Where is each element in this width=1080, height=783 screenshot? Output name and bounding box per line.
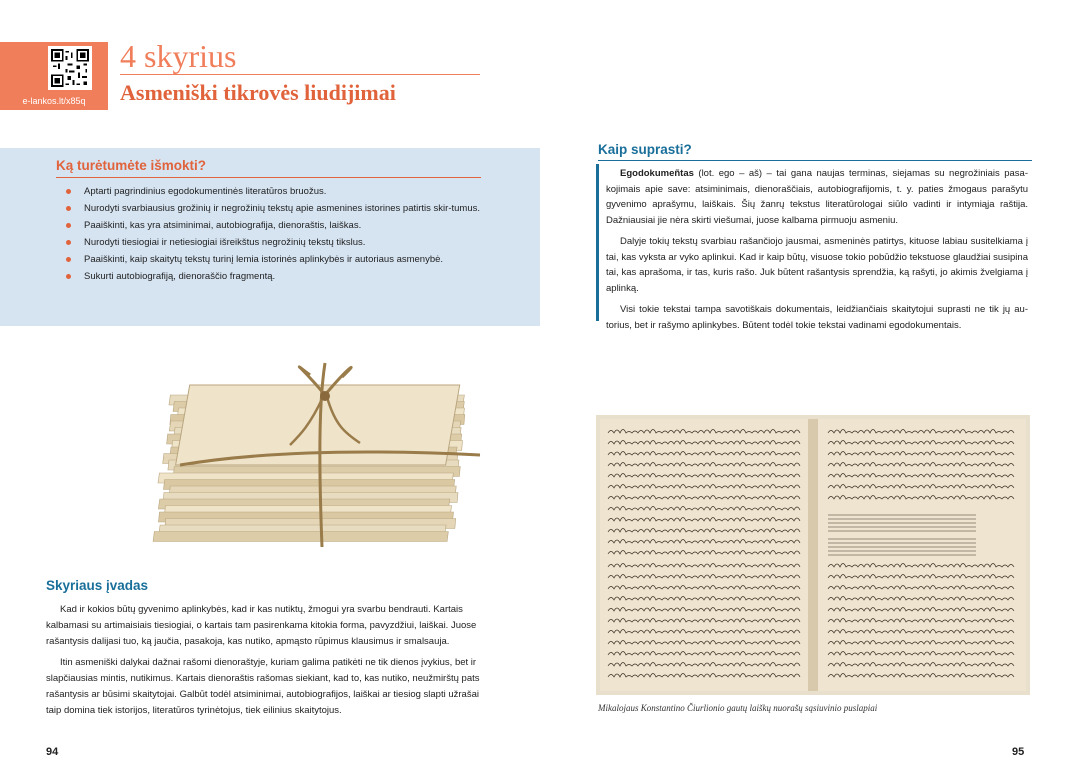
objective-item: Nurodyti tiesiogiai ir netiesiogiai išreikštus negrožinių tekstų tikslus. [66, 234, 496, 251]
qr-badge[interactable] [0, 42, 108, 110]
definition-title: Kaip suprasti? [598, 142, 692, 157]
intro-paragraph: Itin asmeniški dalykai dažnai rašomi dienoraštyje, kuriam galima patikėti ne tik dienos įvykius, bet ir slapčiausias mintis, nutikimus. Kartais dienoraštis rašomas siekiant, kad to, kas nutiko, neužmirštų pats rašantysis ar būsimi skaitytojai. Galbūt todėl atsiminimai, autobiografijos, laiškai ar tiesiog slapti užrašai taip domina tiek istorijos, literatūros tyrinėtojus, tiek eilinius skaitytojus. [46, 657, 480, 716]
objective-item: Paaiškinti, kas yra atsiminimai, autobiografija, dienoraštis, laiškas. [66, 217, 496, 234]
chapter-number: 4 skyrius [120, 38, 237, 74]
bullet-icon [66, 206, 71, 211]
definition-paragraph: Visi tokie tekstai tampa savotiškais dokumentais, leidžiančiais skaitytojui suprasti ne tik jų au-torius, bet ir rašymo aplinkybes. Būtent todėl tokie tekstai vadinami egodokumentais. [606, 304, 1028, 331]
definition-paragraph: Egodokumeñtas (lot. ego – aš) – tai gana naujas terminas, siejamas su negrožiniais pasa-kojimais apie save: atsiminimais, dienoraščiais, autobiografijomis, t. y. paties žmogaus parašytu gyvenimo aprašymu, laiškais. Šių žanrų tekstus literatūrologai siūlo vadinti ir intymiąja raštija. Dažniausiai jie nėra skirti viešumai, juose kalbama pirmuoju asmeniu. [606, 168, 1028, 226]
bullet-icon [66, 240, 71, 245]
definition-sidebar [596, 164, 599, 321]
definition-term: Egodokumeñtas [620, 168, 694, 179]
chapter-divider [120, 74, 480, 75]
letters-bundle-image [150, 355, 500, 555]
intro-title: Skyriaus įvadas [46, 578, 149, 593]
page-number-left: 94 [46, 746, 59, 758]
manuscript-image [596, 415, 1030, 695]
objective-item: Nurodyti svarbiausius grožinių ir negrožinių tekstų apie asmenines istorines patirtis skir-tumus. [66, 200, 496, 217]
bullet-icon [66, 223, 71, 228]
bullet-icon [66, 257, 71, 262]
bullet-icon [66, 189, 71, 194]
intro-text [46, 602, 484, 724]
badge-url[interactable]: e-lankos.lt/x85q [22, 96, 86, 106]
chapter-title: Asmeniški tikrovės liudijimai [120, 80, 396, 105]
intro-paragraph: Kad ir kokios būtų gyvenimo aplinkybės, kad ir kas nutiktų, žmogui yra svarbu bendrauti. Kartais kalbamasi su artimaisiais tiesiogiai, o kartais tam pasirenkama kitokia forma, pavyzdžiui, laiškai. Juose rašantysis dalijasi tuo, ką jaučia, pasakoja, kas nutiko, apmąsto rūpimus klausimus ir smalsauja. [46, 604, 477, 647]
definition-paragraph: Dalyje tokių tekstų svarbiau rašančiojo jausmai, asmeninės patirtys, kituose labiau susitelkiama į tai, kas vyksta ar vyko aplinkui. Kad ir kaip būtų, visuose tokio pobūdžio tekstuose glaudžiai susipina tai, kas aprašoma, ir tas, kuris rašo. Juk būtent rašantysis sprendžia, ką rašyti, jo akimis žvelgiama į aplinką. [606, 236, 1028, 294]
page-number-right: 95 [1012, 746, 1025, 758]
objective-item: Sukurti autobiografiją, dienoraščio fragmentą. [66, 268, 496, 285]
objectives-list [66, 183, 496, 285]
objective-item: Paaiškinti, kaip skaitytų tekstų turinį lemia istorinės aplinkybės ir autoriaus asmenybė. [66, 251, 496, 268]
definition-text [606, 166, 1028, 339]
image-caption: Mikalojaus Konstantino Čiurlionio gautų laiškų nuorašų sąsiuvinio puslapiai [598, 703, 878, 713]
bullet-icon [66, 274, 71, 279]
qr-code-icon [48, 46, 92, 90]
objectives-divider [56, 177, 481, 178]
objectives-title: Ką turėtumėte išmokti? [56, 158, 207, 173]
definition-divider [598, 160, 1032, 161]
objective-item: Aptarti pagrindinius egodokumentinės literatūros bruožus. [66, 183, 496, 200]
